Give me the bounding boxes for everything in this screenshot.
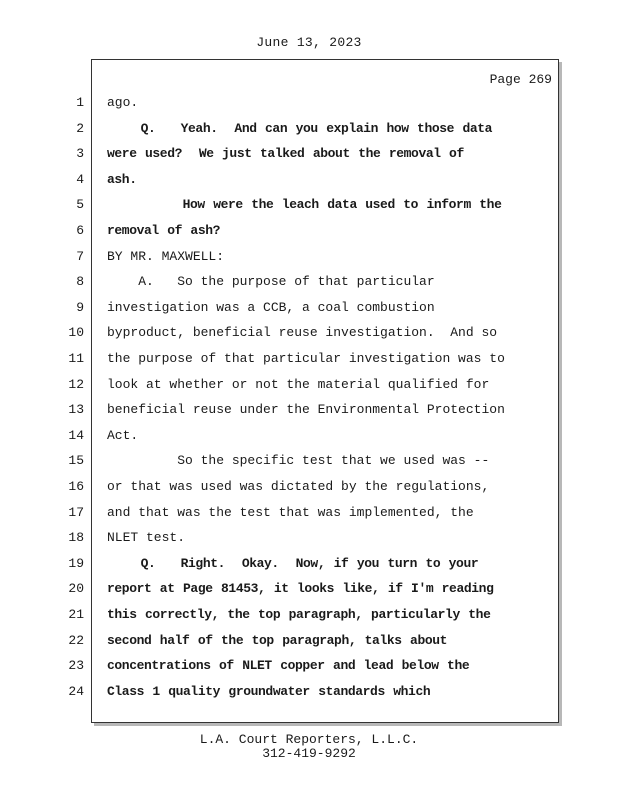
line-number: 14 — [68, 428, 84, 443]
line-number: 21 — [68, 607, 84, 622]
line-number: 23 — [68, 658, 84, 673]
transcript-line-text: Q. Right. Okay. Now, if you turn to your — [107, 556, 479, 571]
line-number: 15 — [68, 453, 84, 468]
line-number: 2 — [76, 121, 84, 136]
footer-phone: 312-419-9292 — [262, 746, 356, 761]
transcript-date: June 13, 2023 — [256, 35, 362, 50]
transcript-line-text: Q. Yeah. And can you explain how those data — [107, 121, 493, 136]
transcript-line-text: ash. — [107, 172, 137, 187]
transcript-line-text: or that was used was dictated by the regulations, — [107, 479, 490, 494]
line-number: 6 — [76, 223, 84, 238]
transcript-line-text: Class 1 quality groundwater standards which — [107, 684, 431, 699]
transcript-line-text: BY MR. MAXWELL: — [107, 249, 225, 264]
transcript-line-text: were used? We just talked about the removal of — [107, 146, 464, 161]
transcript-line-text: concentrations of NLET copper and lead below the — [107, 658, 470, 673]
line-number: 20 — [68, 581, 84, 596]
line-number: 9 — [76, 300, 84, 315]
transcript-line-text: removal of ash? — [107, 223, 221, 238]
line-number: 4 — [76, 172, 84, 187]
line-number: 7 — [76, 249, 84, 264]
transcript-line-text: investigation was a CCB, a coal combustion — [107, 300, 435, 315]
line-number: 19 — [68, 556, 84, 571]
line-number: 18 — [68, 530, 84, 545]
transcript-line-text: the purpose of that particular investigation was to — [107, 351, 505, 366]
transcript-line-text: report at Page 81453, it looks like, if I'm reading — [107, 581, 494, 596]
transcript-line-text: ago. — [107, 95, 139, 110]
transcript-line-text: byproduct, beneficial reuse investigation. And so — [107, 325, 498, 340]
transcript-line-text: this correctly, the top paragraph, particularly the — [107, 607, 491, 622]
line-number: 8 — [76, 274, 84, 289]
transcript-line-text: NLET test. — [107, 530, 186, 545]
line-number: 22 — [68, 633, 84, 648]
footer — [0, 733, 618, 761]
line-number: 13 — [68, 402, 84, 417]
transcript-line-text: second half of the top paragraph, talks about — [107, 633, 448, 648]
line-number: 10 — [68, 325, 84, 340]
transcript-line-text: A. So the purpose of that particular — [107, 274, 435, 289]
page-number: Page 269 — [489, 72, 552, 87]
transcript-line-text: look at whether or not the material qualified for — [107, 377, 490, 392]
transcript-line-text: How were the leach data used to inform the — [107, 197, 502, 212]
line-number: 12 — [68, 377, 84, 392]
transcript-line-text: beneficial reuse under the Environmental Protection — [107, 402, 505, 417]
transcript-line-text: So the specific test that we used was -- — [107, 453, 490, 468]
line-number: 5 — [76, 197, 84, 212]
line-number: 24 — [68, 684, 84, 699]
transcript-line-text: and that was the test that was implemented, the — [107, 505, 474, 520]
line-number: 17 — [68, 505, 84, 520]
transcript-line-text: Act. — [107, 428, 139, 443]
line-number: 3 — [76, 146, 84, 161]
footer-company: L.A. Court Reporters, L.L.C. — [199, 732, 419, 747]
line-number: 16 — [68, 479, 84, 494]
line-number: 1 — [76, 95, 84, 110]
line-number: 11 — [68, 351, 84, 366]
